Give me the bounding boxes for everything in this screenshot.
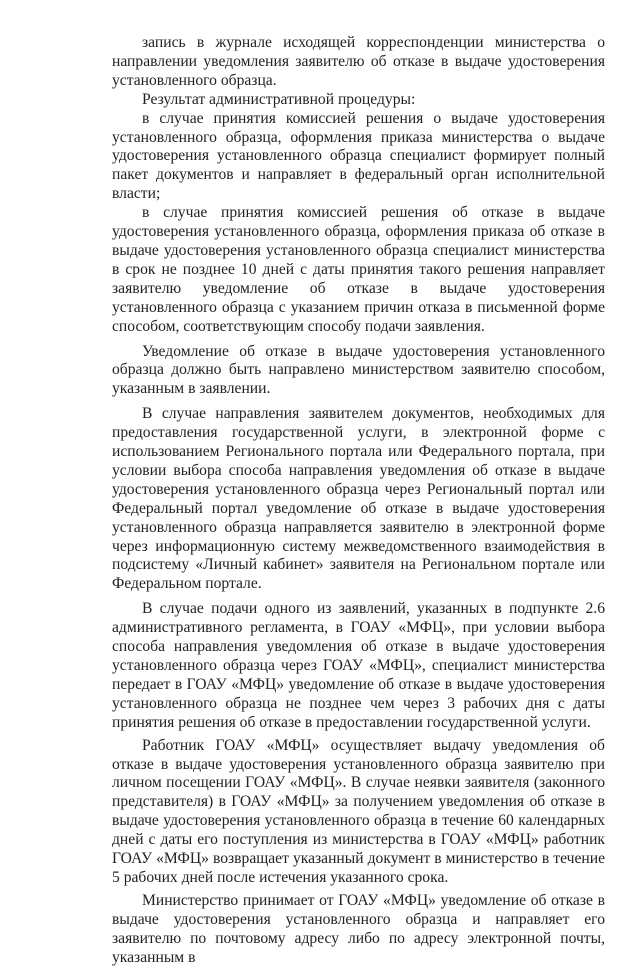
- paragraph-result-heading: Результат административной процедуры:: [142, 90, 416, 108]
- paragraph-refusal-decision: в случае принятия комиссией решения об отказе в выдаче удостоверения установленного образца, оформления приказа об отказе в выдаче удостоверения установленного образца специалист министерства в срок не позднее 10 дней с даты принятия такого решения направляет заявителю уведомление об отказе в выдаче удостоверения установленного образца с указанием причин отказа в письменной форме способом, соответствующим способу подачи заявления.: [112, 204, 605, 335]
- paragraph-refusal-notice: Уведомление об отказе в выдаче удостоверения установленного образца должно быть направлено министерством заявителю способом, указанным в заявлении.: [112, 342, 605, 398]
- paragraph-electronic-form: В случае направления заявителем документов, необходимых для предоставления государственной услуги, в электронной форме с использованием Регионального портала или Федерального портала, при условии выбора способа направления уведомления об отказе в выдаче удостоверения установленного образца через Региональный портал или Федеральный портал уведомление об отказе в выдаче удостоверения установленного образца направляется заявителю в электронной форме через информационную систему межведомственного взаимодействия в подсистему «Личный кабинет» заявителя на Региональном портале или Федеральном портале.: [112, 405, 605, 593]
- paragraph-ministry-accepts: Министерство принимает от ГОАУ «МФЦ» уведомление об отказе в выдаче удостоверения установленного образца и направляет его заявителю по почтовому адресу либо по адресу электронной почты, указанным в: [112, 891, 605, 966]
- paragraph-journal-record: запись в журнале исходящей корреспонденции министерства о направлении уведомления заявителю об отказе в выдаче удостоверения установленного образца.: [112, 34, 605, 89]
- document-body: [112, 34, 605, 968]
- paragraph-mfc-submission: В случае подачи одного из заявлений, указанных в подпункте 2.6 административного регламента, в ГОАУ «МФЦ», при условии выбора способа направления уведомления об отказе в выдаче удостоверения установленного образца через ГОАУ «МФЦ», специалист министерства передает в ГОАУ «МФЦ» уведомление об отказе в выдаче удостоверения установленного образца не позднее чем через 3 рабочих дня с даты принятия решения об отказе в предоставлении государственной услуги.: [112, 600, 605, 731]
- paragraph-mfc-worker: Работник ГОАУ «МФЦ» осуществляет выдачу уведомления об отказе в выдаче удостоверения установленного образца заявителю при личном посещении ГОАУ «МФЦ». В случае неявки заявителя (законного представителя) в ГОАУ «МФЦ» за получением уведомления об отказе в выдаче удостоверения установленного образца в течение 60 календарных дней с даты его поступления из министерства в ГОАУ «МФЦ» работник ГОАУ «МФЦ» возвращает указанный документ в министерство в течение 5 рабочих дней после истечения указанного срока.: [112, 736, 605, 886]
- paragraph-issue-decision: в случае принятия комиссией решения о выдаче удостоверения установленного образца, оформления приказа министерства о выдаче удостоверения установленного образца специалист формирует полный пакет документов и направляет в федеральный орган исполнительной власти;: [112, 109, 605, 203]
